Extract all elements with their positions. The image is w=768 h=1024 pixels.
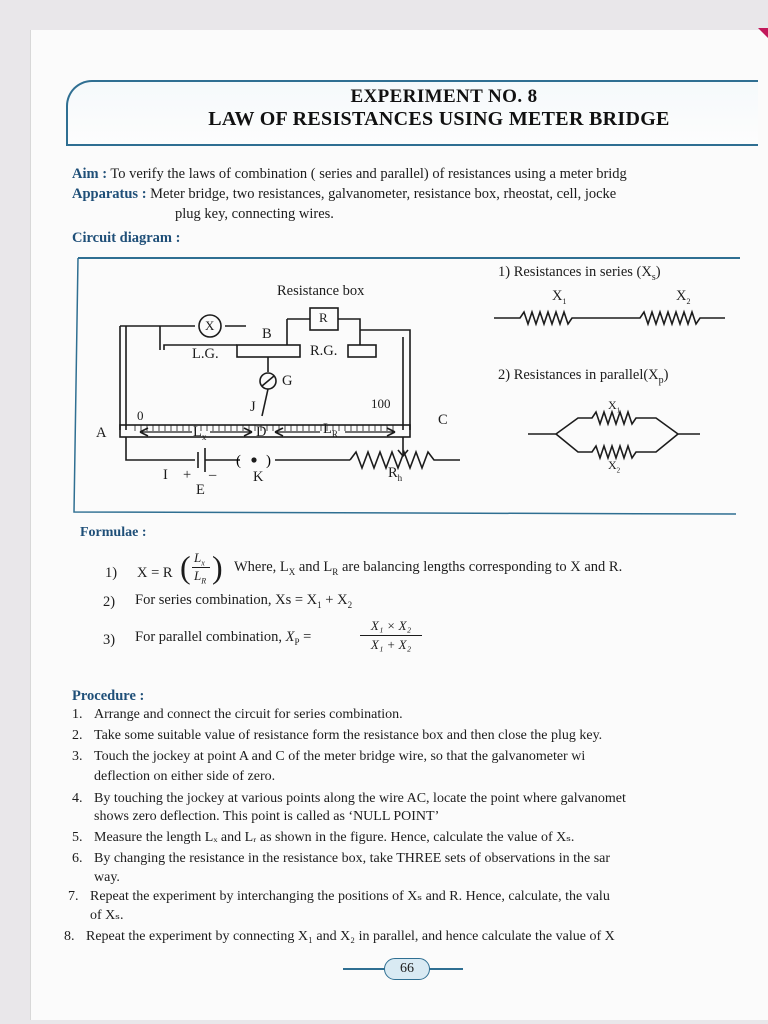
label-A: A <box>96 425 107 441</box>
procedure-step-continuation: deflection on either side of zero. <box>94 769 276 784</box>
label-D: D <box>256 424 267 440</box>
parallel-title: 2) Resistances in $parallel(X_p)$ <box>498 367 669 386</box>
experiment-title: LAW OF RESISTANCES USING METER BRIDGE <box>208 108 670 130</box>
formula-2-number: 2) <box>103 594 116 610</box>
procedure-step: 7. Repeat the experiment by interchanging the positions of Xₛ and R. Hence, calculate, the valu <box>68 889 610 904</box>
aim-label: Aim : <box>72 166 108 182</box>
formula-1-lhs: X = R <box>137 565 173 581</box>
series-x2: $X_2$ <box>676 288 691 306</box>
label-RG: R.G. <box>310 343 338 359</box>
label-K: K <box>253 469 264 485</box>
label-hundred: 100 <box>371 396 391 411</box>
procedure-label: Procedure : <box>72 688 145 704</box>
procedure-step-continuation: shows zero deflection. This point is called as ‘NULL POINT’ <box>94 809 440 824</box>
apparatus-row-2: plug key, connecting wires. <box>175 206 334 222</box>
procedure-step-continuation: way. <box>94 870 120 885</box>
formula-1-where: Where, $L_X$ and $L_R$ are balancing lengths corresponding to X and R. <box>234 559 623 577</box>
formula-3: For parallel combination, $X_P$ = <box>135 629 312 647</box>
label-Rh: $R_h$ <box>388 465 403 483</box>
formula-2: For series combination, $Xs = X_1 + X_2$ <box>135 592 353 610</box>
label-zero: 0 <box>137 408 144 423</box>
page-number: 66 <box>384 958 430 980</box>
procedure-step: 1. Arrange and connect the circuit for series combination. <box>72 707 403 722</box>
apparatus-text: Meter bridge, two resistances, galvanometer, resistance box, rheostat, cell, jocke <box>150 186 617 202</box>
fraction-denominator: $L_R$ <box>194 568 207 586</box>
procedure-step: 6. By changing the resistance in the resistance box, take THREE sets of observations in the sar <box>72 851 611 866</box>
parallel-x1: $X_1$ <box>608 398 621 415</box>
procedure-step-continuation: of Xₛ. <box>90 908 124 923</box>
label-J: J <box>250 399 256 415</box>
formula-3-number: 3) <box>103 632 116 648</box>
label-E: E <box>196 482 205 498</box>
formula-3-bottom: X₁ + X₂ <box>370 637 412 652</box>
label-Lx: $L_x$ <box>193 424 207 442</box>
apparatus-label: Apparatus : <box>72 186 147 202</box>
fraction-numerator: $L_x$ <box>194 550 205 568</box>
formula-3-bar <box>360 635 422 636</box>
label-X: X <box>205 318 215 333</box>
label-minus: – <box>209 467 217 483</box>
label-resistance-box: Resistance box <box>277 283 365 299</box>
label-LR: $L_R$ <box>323 421 338 439</box>
procedure-step: 4. By touching the jockey at various points along the wire AC, locate the point where galvanomet <box>72 791 626 806</box>
svg-text:): ) <box>266 453 271 469</box>
experiment-number: EXPERIMENT NO. 8 <box>350 86 538 107</box>
series-title: 1) Resistances in series $(X_s)$ <box>498 264 661 283</box>
svg-text:(: ( <box>236 453 241 469</box>
label-C: C <box>438 412 448 428</box>
label-R: R <box>319 310 328 325</box>
procedure-step: 3. Touch the jockey at point A and C of the meter bridge wire, so that the galvanometer wi <box>72 749 586 764</box>
procedure-step: 8. Repeat the experiment by connecting X₁ and X₂ in parallel, and hence calculate the value of X <box>64 929 615 944</box>
left-paren: ( <box>180 549 191 585</box>
label-I: I <box>163 467 168 483</box>
aim-text: To verify the laws of combination ( series and parallel) of resistances using a meter bridg <box>110 166 627 182</box>
series-x1: $X_1$ <box>552 288 567 306</box>
circuit-diagram-label: Circuit diagram : <box>72 230 181 246</box>
formulae-label: Formulae : <box>80 525 147 540</box>
formula-3-top: X₁ × X₂ <box>370 618 412 633</box>
formula-3-fraction <box>360 618 422 653</box>
label-plus: + <box>183 467 192 483</box>
procedure-step: 5. Measure the length Lₓ and Lᵣ as shown in the figure. Hence, calculate the value of Xₛ. <box>72 830 575 845</box>
parallel-x2: $X_2$ <box>608 458 621 475</box>
formula-1-fraction <box>180 547 224 587</box>
label-G: G <box>282 373 293 389</box>
right-paren: ) <box>212 549 223 585</box>
label-LG: L.G. <box>192 346 219 362</box>
procedure-step: 2. Take some suitable value of resistance form the resistance box and then close the plug key. <box>72 728 603 743</box>
formula-1-number: 1) <box>105 565 118 581</box>
label-B: B <box>262 326 272 342</box>
